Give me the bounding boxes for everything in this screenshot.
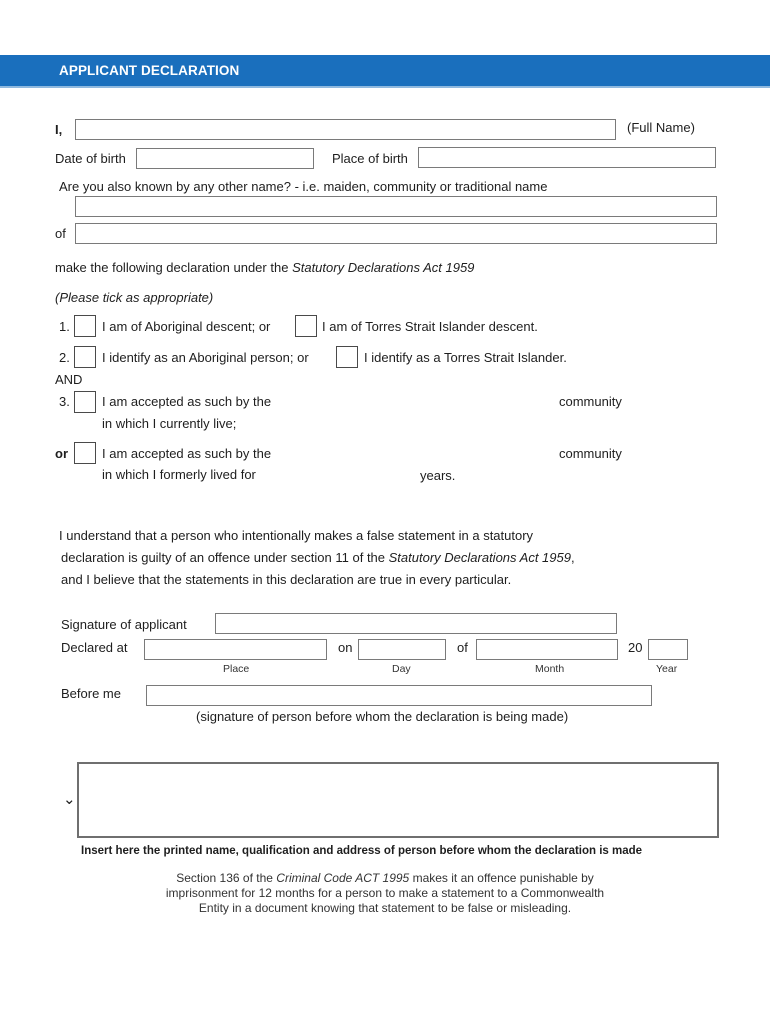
option-2-number: 2. xyxy=(59,350,70,365)
applicant-signature-input[interactable] xyxy=(215,613,617,634)
section-header xyxy=(0,55,770,88)
witness-signature-caption: (signature of person before whom the declaration is being made) xyxy=(196,709,569,724)
identify-aboriginal-label: I identify as an Aboriginal person; or xyxy=(102,350,309,365)
address-label: of xyxy=(55,226,66,241)
date-of-birth-label: Date of birth xyxy=(55,151,126,166)
witness-details-input[interactable] xyxy=(77,762,719,838)
statement-act-name: Statutory Declarations Act 1959 xyxy=(388,550,571,565)
current-community-label: community xyxy=(559,394,622,409)
footer-line-1 xyxy=(0,871,770,886)
identify-torres-checkbox[interactable] xyxy=(336,346,358,368)
on-label: on xyxy=(338,640,353,655)
option-1-number: 1. xyxy=(59,319,70,334)
declared-year-input[interactable] xyxy=(648,639,688,660)
declared-month-input[interactable] xyxy=(476,639,618,660)
full-name-input[interactable] xyxy=(75,119,616,140)
declared-place-input[interactable] xyxy=(144,639,327,660)
statement-line-2-suffix: , xyxy=(570,550,575,565)
option-3-number: 3. xyxy=(59,394,70,409)
footer-line-3: Entity in a document knowing that statement to be false or misleading. xyxy=(198,901,572,915)
name-prefix: I, xyxy=(55,122,63,137)
chevron-down-icon: ⌄ xyxy=(63,791,76,808)
signature-label: Signature of applicant xyxy=(61,617,187,632)
year-caption: Year xyxy=(656,663,678,675)
criminal-code-act-name: Criminal Code ACT 1995 xyxy=(276,871,410,885)
place-caption: Place xyxy=(223,663,250,675)
footer-line-1-prefix: Section 136 of the xyxy=(176,871,273,885)
declaration-intro-text: make the following declaration under the xyxy=(55,260,289,275)
currently-accepted-label: I am accepted as such by the xyxy=(102,394,272,409)
aboriginal-descent-checkbox[interactable] xyxy=(74,315,96,337)
before-me-label: Before me xyxy=(61,686,121,701)
section-title: APPLICANT DECLARATION xyxy=(59,63,240,78)
other-name-question: Are you also known by any other name? - i.e. maiden, community or traditional name xyxy=(59,179,548,194)
place-of-birth-label: Place of birth xyxy=(332,151,408,166)
declared-day-input[interactable] xyxy=(358,639,446,660)
declared-at-label: Declared at xyxy=(61,640,128,655)
month-caption: Month xyxy=(535,663,565,675)
formerly-accepted-checkbox[interactable] xyxy=(74,442,96,464)
full-name-label: (Full Name) xyxy=(627,120,695,135)
day-caption: Day xyxy=(392,663,411,675)
year-prefix: 20 xyxy=(628,640,643,655)
years-label: years. xyxy=(420,468,456,483)
currently-accepted-checkbox[interactable] xyxy=(74,391,96,413)
tick-note: (Please tick as appropriate) xyxy=(55,290,214,305)
formerly-accepted-label: I am accepted as such by the xyxy=(102,446,272,461)
currently-live-label: in which I currently live; xyxy=(102,416,237,431)
month-of-label: of xyxy=(457,640,468,655)
statutory-act-name: Statutory Declarations Act 1959 xyxy=(292,260,475,275)
statement-line-1: I understand that a person who intentionally makes a false statement in a statutory xyxy=(59,528,534,543)
identify-aboriginal-checkbox[interactable] xyxy=(74,346,96,368)
other-name-input[interactable] xyxy=(75,196,717,217)
torres-descent-label: I am of Torres Strait Islander descent. xyxy=(322,319,538,334)
address-input[interactable] xyxy=(75,223,717,244)
footer-line-2: imprisonment for 12 months for a person to make a statement to a Commonwealth xyxy=(165,886,605,900)
identify-torres-label: I identify as a Torres Strait Islander. xyxy=(364,350,567,365)
witness-details-caption: Insert here the printed name, qualification and address of person before whom the declaration is made xyxy=(81,845,643,857)
date-of-birth-input[interactable] xyxy=(136,148,314,169)
declaration-intro xyxy=(55,260,474,276)
aboriginal-descent-label: I am of Aboriginal descent; or xyxy=(102,319,271,334)
and-label: AND xyxy=(55,372,83,387)
torres-descent-checkbox[interactable] xyxy=(295,315,317,337)
place-of-birth-input[interactable] xyxy=(418,147,716,168)
statement-line-2 xyxy=(61,550,575,566)
former-community-label: community xyxy=(559,446,622,461)
statement-line-2-text: declaration is guilty of an offence under section 11 of the xyxy=(61,550,386,565)
statement-line-3: and I believe that the statements in this declaration are true in every particular. xyxy=(61,572,512,587)
footer-line-1-suffix: makes it an offence punishable by xyxy=(412,871,594,885)
witness-signature-input[interactable] xyxy=(146,685,652,706)
formerly-lived-label: in which I formerly lived for xyxy=(102,467,256,482)
or-label: or xyxy=(55,446,68,461)
